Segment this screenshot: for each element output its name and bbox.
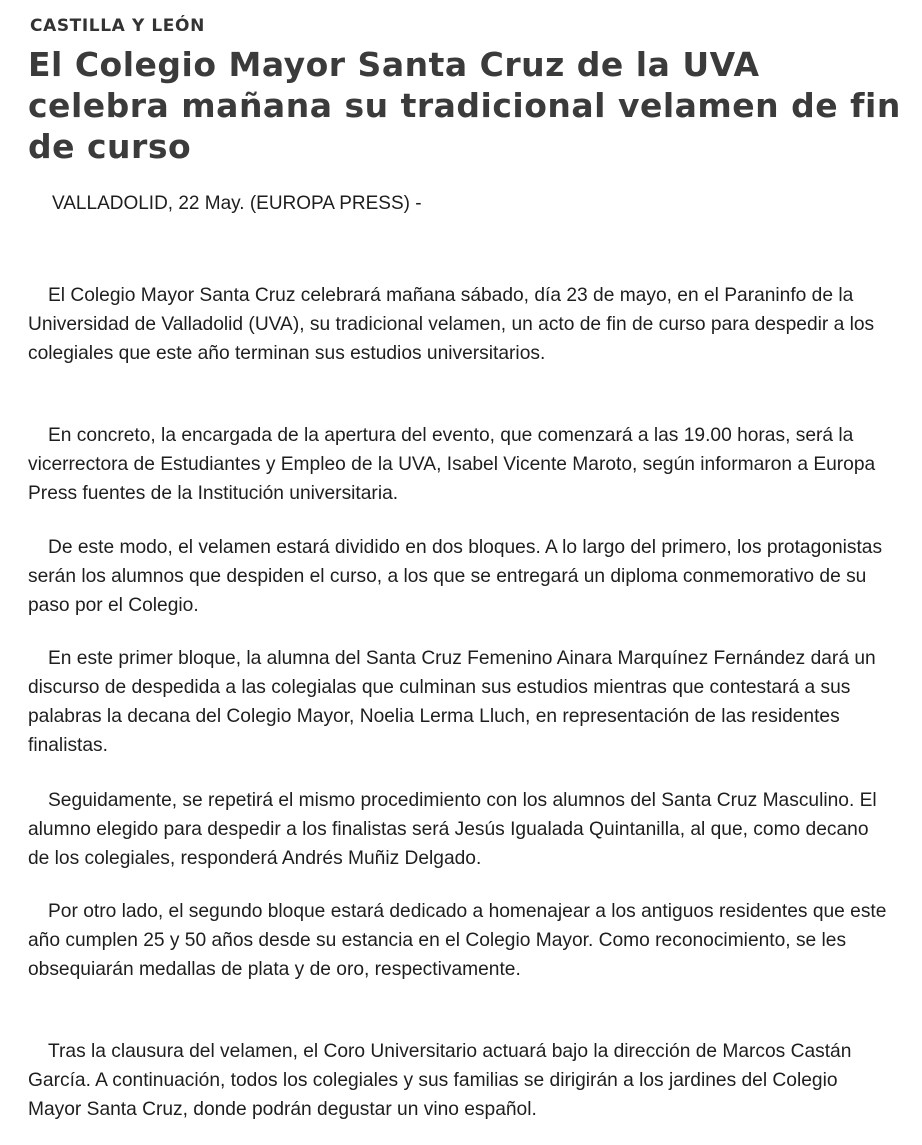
article-headline: El Colegio Mayor Santa Cruz de la UVA celebra mañana su tradicional velamen de fin de curso bbox=[28, 45, 901, 166]
article-paragraph: Tras la clausura del velamen, el Coro Universitario actuará bajo la dirección de Marcos Castán García. A continuación, todos los colegiales y sus familias se dirigirán a los jardines del Colegio Mayor Santa Cruz, donde podrán degustar un vino español. bbox=[28, 1041, 852, 1120]
article-paragraph: El Colegio Mayor Santa Cruz celebrará mañana sábado, día 23 de mayo, en el Paraninfo de la Universidad de Valladolid (UVA), su tradicional velamen, un acto de fin de curso para despedir a los colegiales que este año terminan sus estudios universitarios. bbox=[28, 285, 875, 364]
article-paragraph: En concreto, la encargada de la apertura del evento, que comenzará a las 19.00 horas, será la vicerrectora de Estudiantes y Empleo de la UVA, Isabel Vicente Maroto, según informaron a Europa Press fuentes de la Institución universitaria. bbox=[28, 425, 876, 504]
section-label: CASTILLA Y LEÓN bbox=[30, 16, 205, 36]
article-paragraph: Por otro lado, el segundo bloque estará dedicado a homenajear a los antiguos residentes que este año cumplen 25 y 50 años desde su estancia en el Colegio Mayor. Como reconocimiento, se les obsequiarán medallas de plata y de oro, respectivamente. bbox=[28, 901, 887, 980]
article-paragraph: En este primer bloque, la alumna del Santa Cruz Femenino Ainara Marquínez Fernández dará un discurso de despedida a las colegialas que culminan sus estudios mientras que contestará a sus palabras la decana del Colegio Mayor, Noelia Lerma Lluch, en representación de las residentes finalistas. bbox=[28, 648, 876, 756]
article-paragraph: De este modo, el velamen estará dividido en dos bloques. A lo largo del primero, los protagonistas serán los alumnos que despiden el curso, a los que se entregará un diploma conmemorativo de su paso por el Colegio. bbox=[28, 537, 883, 616]
article-dateline: VALLADOLID, 22 May. (EUROPA PRESS) - bbox=[52, 193, 422, 214]
article-paragraph: Seguidamente, se repetirá el mismo procedimiento con los alumnos del Santa Cruz Masculino. El alumno elegido para despedir a los finalistas será Jesús Igualada Quintanilla, al que, como decano de los colegiales, responderá Andrés Muñiz Delgado. bbox=[28, 790, 877, 869]
